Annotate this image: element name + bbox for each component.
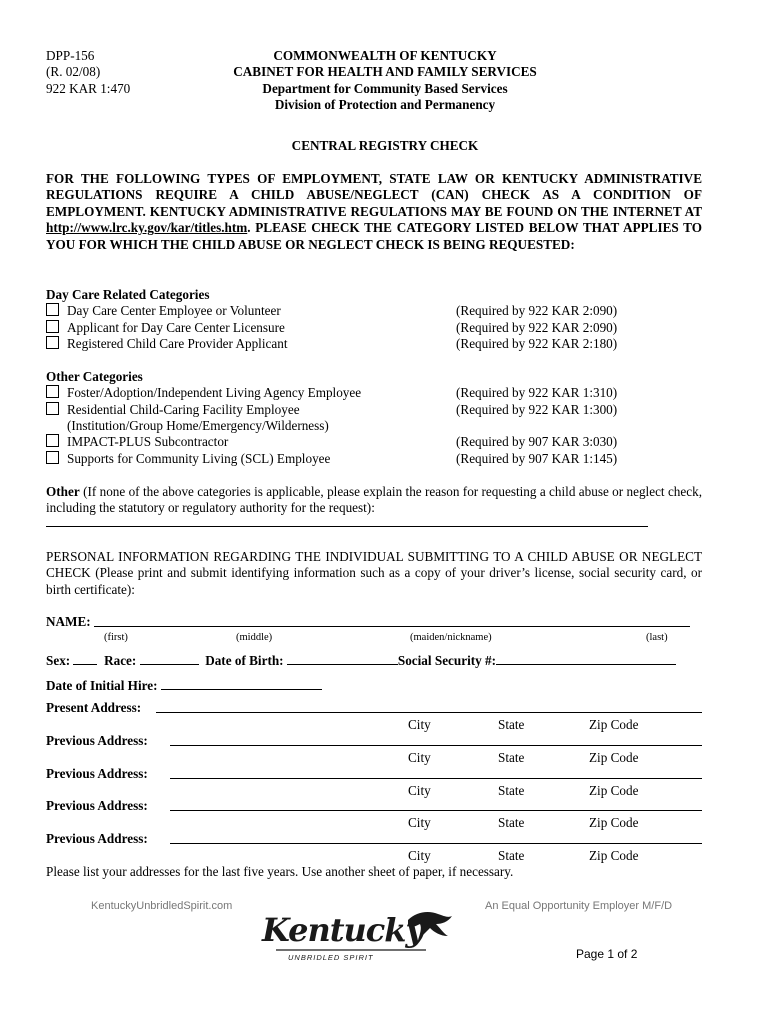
name-label: NAME: xyxy=(46,614,91,629)
page-title: CENTRAL REGISTRY CHECK xyxy=(291,138,479,153)
checkbox-row: Registered Child Care Provider Applicant xyxy=(46,336,287,352)
city-caption: City xyxy=(408,717,431,732)
name-first-caption: (first) xyxy=(104,632,128,643)
equal-opportunity-text: An Equal Opportunity Employer M/F/D xyxy=(485,900,673,912)
checkbox-row: IMPACT-PLUS Subcontractor xyxy=(46,434,228,450)
previous-address-field[interactable] xyxy=(170,843,702,844)
other-categories-heading: Other Categories xyxy=(46,369,143,384)
previous-address-field[interactable] xyxy=(170,778,702,779)
regulation-reference: 922 KAR 1:470 xyxy=(46,80,131,96)
logo-tagline: UNBRIDLED SPIRIT xyxy=(288,953,374,962)
state-caption: State xyxy=(498,848,525,863)
city-caption: City xyxy=(408,815,431,830)
state-caption: State xyxy=(498,717,525,732)
page-number: Page 1 of 2 xyxy=(576,947,638,961)
state-caption: State xyxy=(498,783,525,798)
hire-row: Date of Initial Hire: xyxy=(46,677,322,694)
checkbox-row: Residential Child-Caring Facility Employee xyxy=(46,402,300,418)
commonwealth-line: COMMONWEALTH OF KENTUCKY xyxy=(273,48,497,63)
requirement-note: (Required by 922 KAR 2:180) xyxy=(456,336,618,351)
form-number: DPP-156 xyxy=(46,48,95,63)
cabinet-line: CABINET FOR HEALTH AND FAMILY SERVICES xyxy=(233,64,537,80)
hire-date-field[interactable] xyxy=(161,677,322,690)
name-last-caption: (last) xyxy=(646,632,668,643)
form-id-block xyxy=(46,48,130,97)
licensure-applicant-checkbox[interactable] xyxy=(46,320,59,333)
previous-address-label: Previous Address: xyxy=(46,798,148,813)
revision-date: (R. 02/08) xyxy=(46,64,101,80)
race-field[interactable] xyxy=(140,652,199,665)
city-caption: City xyxy=(408,848,431,863)
other-explanation: Other (If none of the above categories is applicable, please explain the reason for requesting a child abuse or neglect check, including the statutory or regulatory authority for the request): xyxy=(46,484,702,516)
requirement-note: (Required by 907 KAR 3:030) xyxy=(456,434,618,449)
checkbox-row: Day Care Center Employee or Volunteer xyxy=(46,303,281,319)
zip-caption: Zip Code xyxy=(589,848,639,863)
present-address-label: Present Address: xyxy=(46,700,142,715)
division-line: Division of Protection and Permanency xyxy=(274,97,496,113)
intro-paragraph: FOR THE FOLLOWING TYPES OF EMPLOYMENT, STATE LAW OR KENTUCKY ADMINISTRATIVE REGULATIONS REQUIRE A CHILD ABUSE/NEGLECT (CAN) CHECK AS A CONDITION OF EMPLOYMENT. KENTUCKY ADMINISTRATIVE REGULATIONS MAY BE FOUND ON THE INTERNET AT http://www.lrc.ky.gov/kar/titles.htm. PLEASE CHECK THE CATEGORY LISTED BELOW THAT APPLIES TO YOU FOR WHICH THE CHILD ABUSE OR NEGLECT CHECK IS BEING REQUESTED: xyxy=(46,171,702,252)
city-caption: City xyxy=(408,750,431,765)
sex-field[interactable] xyxy=(73,652,97,665)
checkbox-row: Supports for Community Living (SCL) Employee xyxy=(46,451,330,467)
previous-address-label: Previous Address: xyxy=(46,766,148,781)
other-reason-line[interactable] xyxy=(46,526,648,527)
scl-employee-checkbox[interactable] xyxy=(46,451,59,464)
residential-facility-checkbox[interactable] xyxy=(46,402,59,415)
previous-address-field[interactable] xyxy=(170,810,702,811)
requirement-note: (Required by 922 KAR 1:310) xyxy=(456,385,618,400)
requirement-note: (Required by 922 KAR 2:090) xyxy=(456,303,618,318)
requirement-note: (Required by 907 KAR 1:145) xyxy=(456,451,618,466)
demographics-row: Sex: Race: Date of Birth: Social Security #: xyxy=(46,652,676,669)
date-of-birth-field[interactable] xyxy=(287,652,398,665)
agency-heading xyxy=(185,48,585,114)
personal-info-paragraph: PERSONAL INFORMATION REGARDING THE INDIVIDUAL SUBMITTING TO A CHILD ABUSE OR NEGLECT CHECK (Please print and submit identifying information such as a copy of your driver’s license, social security card, or birth certificate): xyxy=(46,549,702,597)
regulations-link[interactable]: http://www.lrc.ky.gov/kar/titles.htm xyxy=(46,220,248,236)
state-caption: State xyxy=(498,750,525,765)
requirement-note: (Required by 922 KAR 1:300) xyxy=(456,402,618,417)
day-care-employee-checkbox[interactable] xyxy=(46,303,59,316)
name-middle-caption: (middle) xyxy=(236,632,273,643)
state-caption: State xyxy=(498,815,525,830)
impact-plus-checkbox[interactable] xyxy=(46,434,59,447)
kentucky-logo xyxy=(258,906,458,968)
previous-address-label: Previous Address: xyxy=(46,733,148,748)
zip-caption: Zip Code xyxy=(589,815,639,830)
checkbox-row: Applicant for Day Care Center Licensure xyxy=(46,320,285,336)
logo-wordmark: Kentucky xyxy=(262,911,424,949)
previous-address-field[interactable] xyxy=(170,745,702,746)
address-instruction: Please list your addresses for the last five years. Use another sheet of paper, if necessary. xyxy=(46,864,514,879)
facility-subnote: (Institution/Group Home/Emergency/Wilderness) xyxy=(67,418,329,433)
department-line: Department for Community Based Services xyxy=(262,80,508,96)
zip-caption: Zip Code xyxy=(589,717,639,732)
checkbox-row: Foster/Adoption/Independent Living Agency Employee xyxy=(46,385,361,401)
day-care-heading: Day Care Related Categories xyxy=(46,287,210,302)
previous-address-label: Previous Address: xyxy=(46,831,148,846)
zip-caption: Zip Code xyxy=(589,783,639,798)
ssn-field[interactable] xyxy=(496,652,676,665)
zip-caption: Zip Code xyxy=(589,750,639,765)
website-text: KentuckyUnbridledSpirit.com xyxy=(91,900,233,912)
present-address-field[interactable] xyxy=(156,712,702,713)
name-maiden-caption: (maiden/nickname) xyxy=(410,632,492,643)
foster-adoption-checkbox[interactable] xyxy=(46,385,59,398)
requirement-note: (Required by 922 KAR 2:090) xyxy=(456,320,618,335)
name-field[interactable] xyxy=(94,626,690,627)
registered-provider-checkbox[interactable] xyxy=(46,336,59,349)
city-caption: City xyxy=(408,783,431,798)
